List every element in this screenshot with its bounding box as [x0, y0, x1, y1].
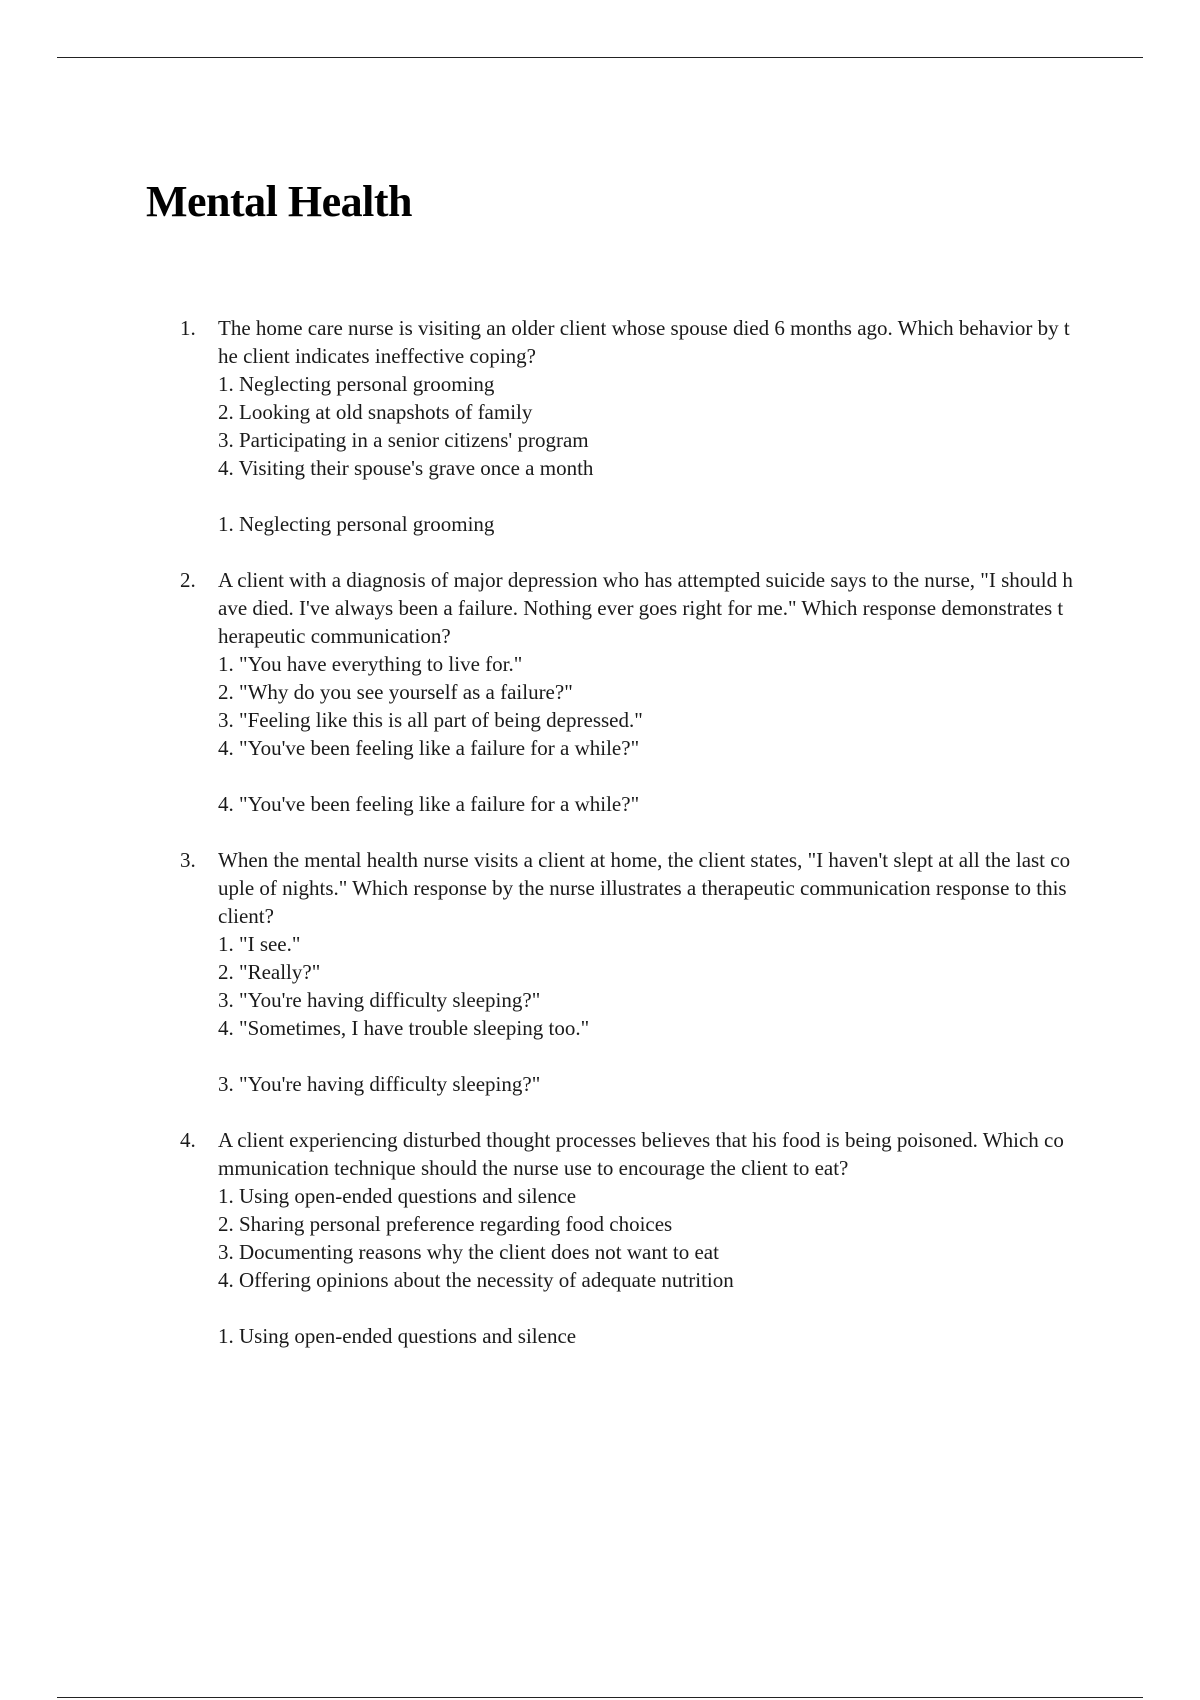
- question-list: [0, 314, 1200, 1378]
- option-item: 3. "You're having difficulty sleeping?": [218, 988, 541, 1012]
- answer-text: 1. Using open-ended questions and silence: [218, 1324, 577, 1348]
- question-number: 3.: [180, 848, 196, 872]
- question-item: [0, 846, 1200, 1098]
- option-item: 3. "Feeling like this is all part of being depressed.": [218, 708, 643, 732]
- question-body: [218, 1126, 1073, 1350]
- question-body: [218, 566, 1073, 818]
- question-item: [0, 566, 1200, 818]
- option-item: 1. "I see.": [218, 932, 301, 956]
- question-number: 2.: [180, 568, 196, 592]
- question-stem: A client experiencing disturbed thought processes believes that his food is being poisoned. Which communication technique should the nurse use to encourage the client to eat?: [218, 1128, 1064, 1180]
- question-number: 4.: [180, 1128, 196, 1152]
- question-stem: When the mental health nurse visits a client at home, the client states, "I haven't slept at all the last couple of nights." Which response by the nurse illustrates a therapeutic communication response to this client?: [218, 848, 1071, 928]
- option-item: 4. "You've been feeling like a failure for a while?": [218, 736, 640, 760]
- question-stem: The home care nurse is visiting an older client whose spouse died 6 months ago. Which behavior by the client indicates ineffective coping?: [218, 316, 1070, 368]
- option-item: 1. "You have everything to live for.": [218, 652, 523, 676]
- option-item: 2. Sharing personal preference regarding food choices: [218, 1212, 673, 1236]
- question-item: [0, 314, 1200, 538]
- option-list: [218, 1182, 1073, 1294]
- question-stem: A client with a diagnosis of major depression who has attempted suicide says to the nurse, "I should have died. I've always been a failure. Nothing ever goes right for me." Which response demonstrates therapeutic communication?: [218, 568, 1073, 648]
- option-item: 2. Looking at old snapshots of family: [218, 400, 533, 424]
- question-item: [0, 1126, 1200, 1350]
- question-body: [218, 314, 1073, 538]
- answer-text: 4. "You've been feeling like a failure for a while?": [218, 792, 640, 816]
- option-item: 4. Offering opinions about the necessity of adequate nutrition: [218, 1268, 734, 1292]
- option-list: [218, 930, 1073, 1042]
- option-item: 3. Participating in a senior citizens' program: [218, 428, 589, 452]
- question-body: [218, 846, 1073, 1098]
- bottom-rule: [57, 1697, 1143, 1698]
- page-title: Mental Health: [146, 177, 413, 226]
- option-list: [218, 370, 1073, 482]
- option-item: 3. Documenting reasons why the client does not want to eat: [218, 1240, 719, 1264]
- option-list: [218, 650, 1073, 762]
- option-item: 1. Using open-ended questions and silence: [218, 1184, 577, 1208]
- question-number: 1.: [180, 316, 196, 340]
- top-rule: [57, 57, 1143, 58]
- option-item: 4. Visiting their spouse's grave once a month: [218, 456, 594, 480]
- option-item: 4. "Sometimes, I have trouble sleeping too.": [218, 1016, 590, 1040]
- option-item: 2. "Really?": [218, 960, 321, 984]
- option-item: 1. Neglecting personal grooming: [218, 372, 495, 396]
- option-item: 2. "Why do you see yourself as a failure?": [218, 680, 573, 704]
- answer-text: 3. "You're having difficulty sleeping?": [218, 1072, 541, 1096]
- answer-text: 1. Neglecting personal grooming: [218, 512, 495, 536]
